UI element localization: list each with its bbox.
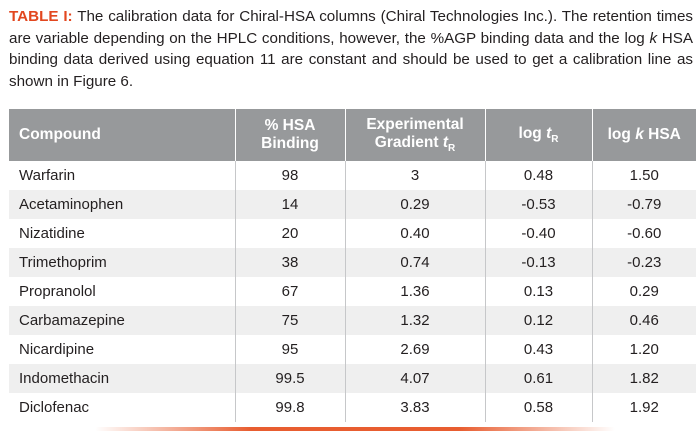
cell-log-tr: 0.43 xyxy=(485,335,592,364)
cell-compound: Diclofenac xyxy=(9,393,235,422)
table-row xyxy=(9,219,696,248)
cell-compound: Nizatidine xyxy=(9,219,235,248)
cell-compound: Carbamazepine xyxy=(9,306,235,335)
header-hsa-line1: % HSA xyxy=(264,117,316,134)
cell-gradient-tr: 4.07 xyxy=(345,364,485,393)
cell-compound: Nicardipine xyxy=(9,335,235,364)
cell-compound: Indomethacin xyxy=(9,364,235,393)
cell-hsa-binding: 75 xyxy=(235,306,345,335)
table-row xyxy=(9,335,696,364)
cell-log-tr: 0.13 xyxy=(485,277,592,306)
header-logt-t: t xyxy=(546,125,552,142)
table-row xyxy=(9,306,696,335)
cell-log-tr: 0.48 xyxy=(485,161,592,190)
caption-text-2: HSA binding data derived using equation 11 are constant and should be used to get a calibration line as shown in Figure 6. xyxy=(9,29,693,90)
table-row xyxy=(9,248,696,277)
header-logk-k: k xyxy=(635,126,644,143)
calibration-table xyxy=(9,109,696,422)
cell-gradient-tr: 0.29 xyxy=(345,190,485,219)
cell-gradient-tr: 0.40 xyxy=(345,219,485,248)
cell-gradient-tr: 3.83 xyxy=(345,393,485,422)
header-logt-prefix: log xyxy=(518,125,547,142)
cell-log-k: 1.92 xyxy=(592,393,696,422)
cell-log-k: 1.82 xyxy=(592,364,696,393)
header-log-tr xyxy=(485,109,592,161)
table-row xyxy=(9,364,696,393)
cell-gradient-tr: 1.32 xyxy=(345,306,485,335)
cell-hsa-binding: 95 xyxy=(235,335,345,364)
header-compound: Compound xyxy=(9,109,235,161)
cell-hsa-binding: 99.8 xyxy=(235,393,345,422)
cell-log-k: 0.29 xyxy=(592,277,696,306)
cell-hsa-binding: 20 xyxy=(235,219,345,248)
cell-log-k: 1.50 xyxy=(592,161,696,190)
header-exp-line2: Gradient xyxy=(374,134,443,151)
header-exp-r: R xyxy=(447,143,456,154)
table-row xyxy=(9,393,696,422)
caption-label: TABLE I: xyxy=(9,8,73,25)
header-experimental-gradient xyxy=(345,109,485,161)
cell-log-k: -0.60 xyxy=(592,219,696,248)
caption-k: k xyxy=(649,29,658,47)
cell-hsa-binding: 67 xyxy=(235,277,345,306)
cell-log-k: -0.79 xyxy=(592,190,696,219)
cell-hsa-binding: 14 xyxy=(235,190,345,219)
header-log-k-hsa xyxy=(592,109,696,161)
table-header-row xyxy=(9,109,696,161)
cell-log-k: 0.46 xyxy=(592,306,696,335)
header-hsa-binding xyxy=(235,109,345,161)
cell-hsa-binding: 98 xyxy=(235,161,345,190)
cell-gradient-tr: 3 xyxy=(345,161,485,190)
cell-log-tr: -0.40 xyxy=(485,219,592,248)
cell-compound: Acetaminophen xyxy=(9,190,235,219)
cell-log-tr: 0.61 xyxy=(485,364,592,393)
cell-log-tr: -0.53 xyxy=(485,190,592,219)
header-logk-prefix: log xyxy=(607,126,636,143)
table-row xyxy=(9,277,696,306)
header-logk-suffix: HSA xyxy=(643,126,681,143)
caption-text-1: The calibration data for Chiral-HSA columns (Chiral Technologies Inc.). The retention times are variable depending on the HPLC conditions, however, the %AGP binding data and the log xyxy=(9,8,693,47)
table-row xyxy=(9,161,696,190)
cell-log-tr: 0.58 xyxy=(485,393,592,422)
cell-log-tr: -0.13 xyxy=(485,248,592,277)
header-exp-line1: Experimental xyxy=(366,116,464,133)
cell-log-k: -0.23 xyxy=(592,248,696,277)
table-caption xyxy=(9,6,693,92)
cell-gradient-tr: 2.69 xyxy=(345,335,485,364)
header-hsa-line2: Binding xyxy=(261,135,319,152)
cell-hsa-binding: 38 xyxy=(235,248,345,277)
header-exp-t: t xyxy=(442,134,448,151)
cell-compound: Trimethoprim xyxy=(9,248,235,277)
cell-log-k: 1.20 xyxy=(592,335,696,364)
header-logt-r: R xyxy=(551,134,559,145)
cell-compound: Propranolol xyxy=(9,277,235,306)
cell-log-tr: 0.12 xyxy=(485,306,592,335)
decorative-bottom-rule xyxy=(95,427,615,431)
cell-gradient-tr: 0.74 xyxy=(345,248,485,277)
table-row xyxy=(9,190,696,219)
cell-compound: Warfarin xyxy=(9,161,235,190)
cell-hsa-binding: 99.5 xyxy=(235,364,345,393)
cell-gradient-tr: 1.36 xyxy=(345,277,485,306)
